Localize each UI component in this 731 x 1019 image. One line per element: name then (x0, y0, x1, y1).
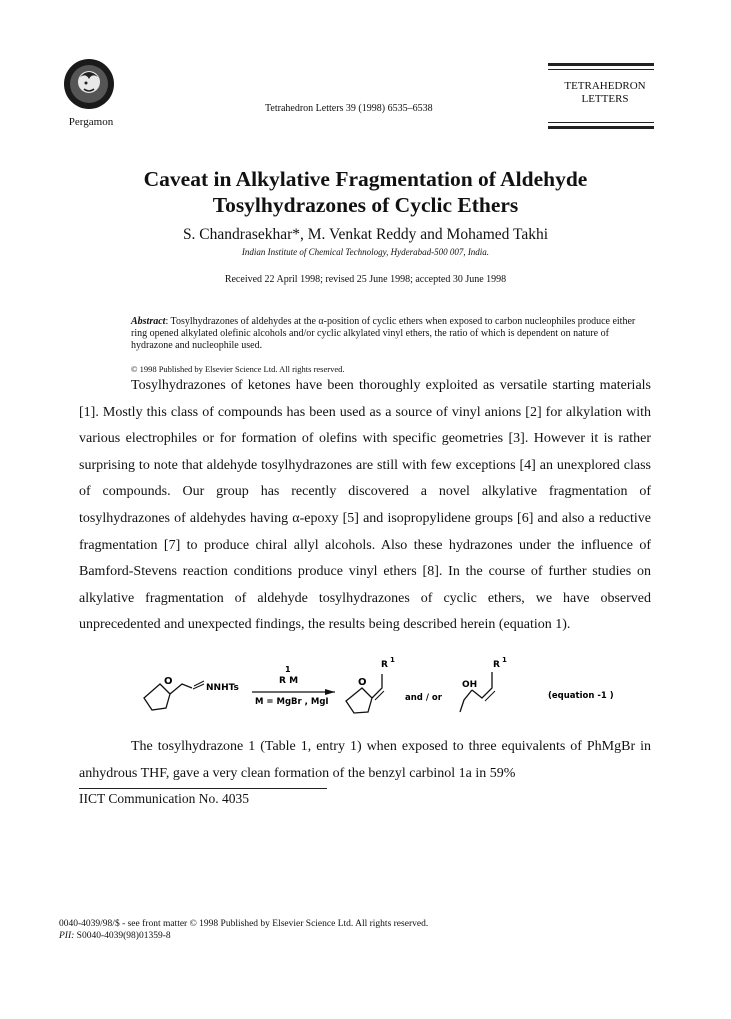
product1-r-sup: 1 (390, 656, 395, 664)
and-or-label: and / or (405, 693, 442, 703)
abstract (131, 316, 651, 352)
reactant-oxygen: O (164, 676, 173, 687)
title-line-1: Caveat in Alkylative Fragmentation of Aldehyde (143, 167, 588, 191)
body-text-continued (79, 733, 651, 787)
authors: S. Chandrasekhar*, M. Venkat Reddy and Mohamed Takhi (182, 226, 549, 243)
abstract-text: : Tosylhydrazones of aldehydes at the α-position of cyclic ethers when exposed to carbon nucleophiles produce either ring opened alkylated olefinic alcohols and/or cyclic alkylated vinyl ethers, the ratio of which is dependent on nature of hydrazone and nucleophile used. (131, 316, 636, 351)
affiliation: Indian Institute of Chemical Technology, Hyderabad-500 007, India. (241, 247, 490, 257)
pii-value: S0040-4039(98)01359-8 (76, 931, 171, 941)
product1-r: R (381, 660, 388, 670)
product2-double-bond (485, 691, 495, 701)
paragraph-1: Tosylhydrazones of ketones have been thoroughly exploited as versatile starting materials [1]. Mostly this class of compounds has been used as a source of vinyl anions [2] for alkylation with various electrophiles or for formation of olefins with specific geometries [3]. However it is rather surprising to note that aldehyde tosylhydrazones are still with few exceptions [4] an unexplored class of compounds. Our group has recently discovered a novel alkylative fragmentation of tosylhydrazones of aldehydes having α-epoxy [5] and isopropylidene groups [6] and also a reductive fragmentation [7] to produce chiral allyl alcohols. Also these hydrazones under the influence of Bamford-Stevens reaction conditions produce vinyl ethers [8]. In the course of further studies on alkylative fragmentation of aldehyde tosylhydrazones of cyclic ethers, we have observed unprecedented and unexpected findings, the results being described herein (equation 1). (79, 378, 651, 633)
reactant-chain (170, 684, 192, 694)
abstract-label: Abstract (131, 316, 166, 327)
reaction-scheme (120, 650, 660, 720)
footnote-rule (79, 788, 327, 789)
body-text (79, 373, 651, 639)
product1-oxygen: O (358, 677, 367, 688)
product1-double-bond (375, 691, 384, 700)
copyright-notice: © 1998 Published by Elsevier Science Ltd. All rights reserved. (131, 364, 345, 374)
issn-line: 0040-4039/98/$ - see front matter © 1998 Published by Elsevier Science Ltd. All rights reserved. (59, 919, 429, 929)
reagent-superscript: 1 (285, 665, 291, 674)
publisher-name: Pergamon (68, 116, 114, 128)
reactant-nnhts: NNHTs (206, 683, 239, 693)
product2-oh: OH (462, 680, 478, 690)
header-rule-bottom-thin (548, 122, 654, 123)
product1-ring (346, 688, 372, 713)
product2-chain (460, 672, 492, 712)
article-title (0, 166, 731, 218)
title-line-2: Tosylhydrazones of Cyclic Ethers (212, 193, 519, 217)
header-rule-top-thin (548, 69, 654, 70)
elsevier-tree-logo (62, 57, 116, 113)
journal-name-line2: LETTERS (581, 93, 629, 105)
pii-line (59, 930, 428, 942)
journal-name-line1: TETRAHEDRON (564, 80, 646, 92)
journal-citation: Tetrahedron Letters 39 (1998) 6535–6538 (265, 103, 433, 114)
header-rule-bottom (548, 126, 654, 129)
reagent-rm: R M (279, 676, 299, 686)
received-dates: Received 22 April 1998; revised 25 June 1998; accepted 30 June 1998 (224, 274, 507, 285)
reagent-conditions: M = MgBr , MgI (255, 697, 329, 707)
pii-label: PII: (59, 931, 75, 941)
header-rule-top (548, 63, 654, 66)
reactant-double-bond (193, 681, 204, 689)
reactant-ring (144, 684, 170, 710)
paragraph-2: The tosylhydrazone 1 (Table 1, entry 1) when exposed to three equivalents of PhMgBr in anhydrous THF, gave a very clean formation of the benzyl carbinol 1a in 59% (79, 739, 651, 781)
equation-label: (equation -1 ) (548, 691, 614, 701)
product2-r: R (493, 660, 500, 670)
product2-r-sup: 1 (502, 656, 507, 664)
issn-block (59, 918, 428, 942)
journal-name (555, 80, 655, 106)
reaction-arrowhead (325, 689, 335, 695)
footnote: IICT Communication No. 4035 (79, 791, 249, 806)
